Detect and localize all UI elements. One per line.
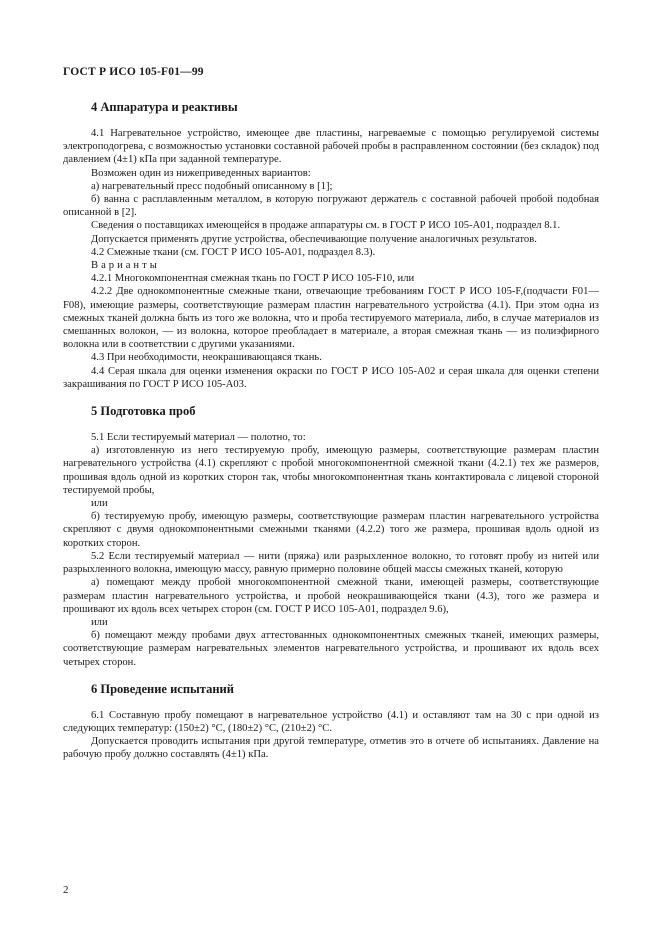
section-6-title: 6 Проведение испытаний <box>91 681 234 696</box>
paragraph: или <box>91 498 108 510</box>
paragraph: Допускается применять другие устройства, обеспечивающие получение аналогичных результатов. <box>91 233 537 245</box>
paragraph: а) помещают между пробой многокомпонентной смежной ткани, имеющей размеры, соответствующие размерам пластин нагревательного устройства, и пробой неокрашивающейся ткани (4.3), того же размера и прошивают их вдоль всех четырех сторон (см. ГОСТ Р ИСО 105-А01, подраздел 9.6), <box>63 577 599 615</box>
paragraph: 5.2 Если тестируемый материал — нити (пряжа) или разрыхленное волокно, то готовят пробу из нитей или разрыхленного волокна, имеющую массу, равную примерно половине общей массы смежных тканей, которую <box>63 550 599 576</box>
paragraph: 4.2.2 Две однокомпонентные смежные ткани, отвечающие требованиям ГОСТ Р ИСО 105-F,(подчасти F01—F08), имеющие размеры, соответствующие размерам пластин нагревательного устройства (4.1). При этом одна из смежных тканей должна быть из того же волокна, что и проба тестируемого материала, либо, в случае материалов из смешанных волокон, — из волокна, которое преобладает в материале, а вторая смежная ткань — из полиэфирного волокна или в соответствии с другими указаниями. <box>63 286 599 351</box>
paragraph: Допускается проводить испытания при другой температуре, отметив это в отчете об испытаниях. Давление на рабочую пробу должно составлять (4±1) кПа. <box>63 736 599 761</box>
paragraph: б) тестируемую пробу, имеющую размеры, соответствующие размерам пластин нагревательного устройства скрепляют с двумя однокомпонентными смежными тканями (4.2.2) того же размера, прошивая вдоль одной из коротких сторон. <box>63 511 599 549</box>
page-number: 2 <box>63 884 69 896</box>
paragraph: 5.1 Если тестируемый материал — полотно, то: <box>91 432 306 444</box>
section-4-title: 4 Аппаратура и реактивы <box>91 100 238 114</box>
paragraph: 4.4 Серая шкала для оценки изменения окраски по ГОСТ Р ИСО 105-А02 и серая шкала для оценки степени закрашивания по ГОСТ Р ИСО 105-А03. <box>63 365 599 390</box>
paragraph: 4.2 Смежные ткани (см. ГОСТ Р ИСО 105-А01, подраздел 8.3). <box>91 246 376 258</box>
paragraph: или <box>91 616 108 628</box>
document-header: ГОСТ Р ИСО 105-F01—99 <box>63 66 204 78</box>
paragraph: б) помещают между пробами двух аттестованных однокомпонентных смежных тканей, имеющих размеры, соответствующие размерам нагревательных элементов нагревательного устройства, и прошивают их вдоль всех четырех сторон. <box>63 630 599 668</box>
paragraph: 4.1 Нагревательное устройство, имеющее две пластины, нагреваемые с помощью регулируемой системы электроподогрева, с возможностью установки составной рабочей пробы в расправленном состоянии (без складок) под давлением (4±1) кПа при заданной температуре. <box>63 128 599 166</box>
paragraph: 4.3 При необходимости, неокрашивающаяся ткань. <box>91 352 322 364</box>
paragraph-variants: Варианты <box>91 260 160 272</box>
paragraph: Возможен один из нижеприведенных вариантов: <box>91 167 311 179</box>
paragraph: б) ванна с расплавленным металлом, в которую погружают держатель с составной рабочей пробой подобная описанной в [2]. <box>63 194 599 219</box>
paragraph: а) нагревательный пресс подобный описанному в [1]; <box>91 180 333 192</box>
section-5-title: 5 Подготовка проб <box>91 404 196 419</box>
paragraph: Сведения о поставщиках имеющейся в продаже аппаратуры см. в ГОСТ Р ИСО 105-А01, подраздел 8.1. <box>91 220 561 232</box>
document-body <box>63 100 599 762</box>
paragraph: 4.2.1 Многокомпонентная смежная ткань по ГОСТ Р ИСО 105-F10, или <box>91 273 415 285</box>
paragraph: 6.1 Составную пробу помещают в нагревательное устройство (4.1) и оставляют там на 30 с при одной из следующих температур: (150±2) °С, (180±2) °С, (210±2) °С. <box>63 709 599 734</box>
paragraph: а) изготовленную из него тестируемую пробу, имеющую размеры, соответствующие размерам пластин нагревательного устройства (4.1) скрепляют с пробой многокомпонентной смежной ткани (4.2.1) тех же размеров, прошивая вдоль одной из коротких сторон так, чтобы многокомпонентная ткань контактировала с лицевой стороной тестируемой пробы, <box>63 445 599 496</box>
